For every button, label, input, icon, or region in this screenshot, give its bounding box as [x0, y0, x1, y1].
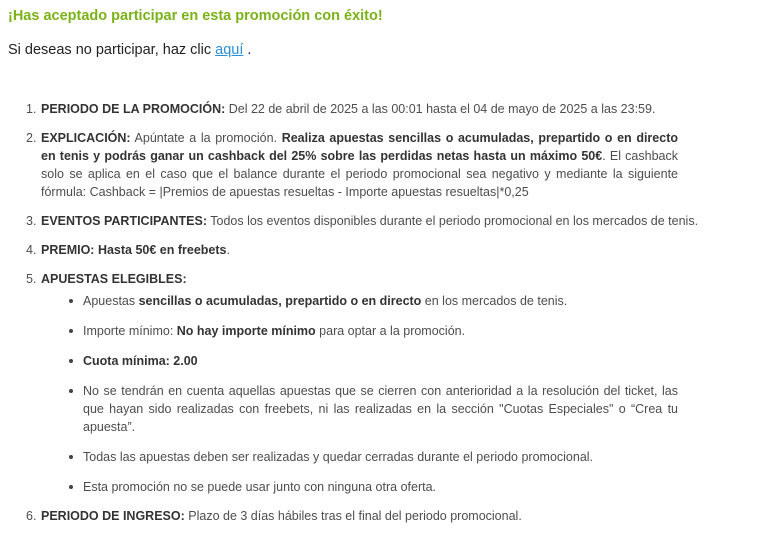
- optout-text: Si deseas no participar, haz clic: [8, 42, 212, 58]
- term-label: PERIODO DE INGRESO:: [41, 509, 185, 523]
- term-number: 3.: [26, 214, 37, 228]
- bullet-text: para optar a la promoción.: [315, 324, 466, 338]
- success-message: ¡Has aceptado participar en esta promoción con éxito!: [8, 8, 383, 24]
- bullet-text: Todas las apuestas deben ser realizadas y quedar cerradas durante el periodo promocional.: [83, 450, 594, 464]
- optout-line: [8, 42, 251, 58]
- term-number: 2.: [26, 131, 37, 145]
- term-label: APUESTAS ELEGIBLES:: [41, 272, 187, 286]
- list-item: [83, 322, 678, 340]
- list-item: [83, 448, 678, 466]
- term-number: 1.: [26, 102, 37, 116]
- term-text: Apúntate a la promoción.: [130, 131, 282, 145]
- term-label: PERIODO DE LA PROMOCIÓN:: [41, 102, 226, 116]
- term-label: PREMIO: Hasta 50€ en freebets: [41, 243, 227, 257]
- term-highlight: Realiza apuestas sencillas o acumuladas, prepartido o en directo en tenis y podrás ganar un cashback del 25% sobre las perdidas netas hasta un máximo 50€: [41, 131, 678, 163]
- list-item: [83, 292, 678, 310]
- bullet-text: No se tendrán en cuenta aquellas apuestas que se cierren con anterioridad a la resolución del ticket, las que hayan sido realizadas con freebets, ni las realizadas en la sección "Cuotas Especiales" o “Crea tu apuesta”.: [83, 384, 678, 434]
- term-item-period: [26, 100, 700, 118]
- term-text: Todos los eventos disponibles durante el periodo promocional en los mercados de tenis.: [207, 214, 699, 228]
- term-text: Plazo de 3 días hábiles tras el final del periodo promocional.: [184, 509, 522, 523]
- term-item-eligible-bets: [26, 270, 700, 496]
- bullet-highlight: No hay importe mínimo: [176, 324, 316, 338]
- eligible-bets-list: [41, 292, 700, 496]
- list-item: [83, 352, 678, 370]
- term-item-deposit-period: [26, 507, 700, 525]
- term-body: [41, 129, 678, 201]
- term-label: EXPLICACIÓN:: [41, 131, 131, 145]
- bullet-text: Apuestas: [83, 294, 139, 308]
- optout-link[interactable]: aquí: [215, 42, 244, 58]
- terms-list: [0, 100, 700, 536]
- bullet-text: Importe mínimo:: [83, 324, 177, 338]
- bullet-text: en los mercados de tenis.: [421, 294, 568, 308]
- term-text: Del 22 de abril de 2025 a las 00:01 hasta el 04 de mayo de 2025 a las 23:59.: [225, 102, 656, 116]
- term-number: 4.: [26, 243, 37, 257]
- bullet-highlight: Cuota mínima: 2.00: [83, 354, 198, 368]
- term-number: 5.: [26, 272, 37, 286]
- list-item: [83, 478, 678, 496]
- term-item-events: [26, 212, 700, 230]
- bullet-text: Esta promoción no se puede usar junto con ninguna otra oferta.: [83, 480, 437, 494]
- optout-end: .: [243, 42, 252, 58]
- term-text: . El cashback solo se aplica en el caso que el balance durante el periodo promocional sea negativo y mediante la siguiente fórmula: Cashback = |Premios de apuestas resueltas - Importe apuestas resueltas|*0,25: [41, 149, 678, 199]
- term-text: .: [226, 243, 230, 257]
- term-item-explanation: [26, 129, 700, 201]
- term-label: EVENTOS PARTICIPANTES:: [41, 214, 207, 228]
- term-number: 6.: [26, 509, 37, 523]
- bullet-highlight: sencillas o acumuladas, prepartido o en directo: [138, 294, 422, 308]
- list-item: [83, 382, 678, 436]
- term-item-prize: [26, 241, 700, 259]
